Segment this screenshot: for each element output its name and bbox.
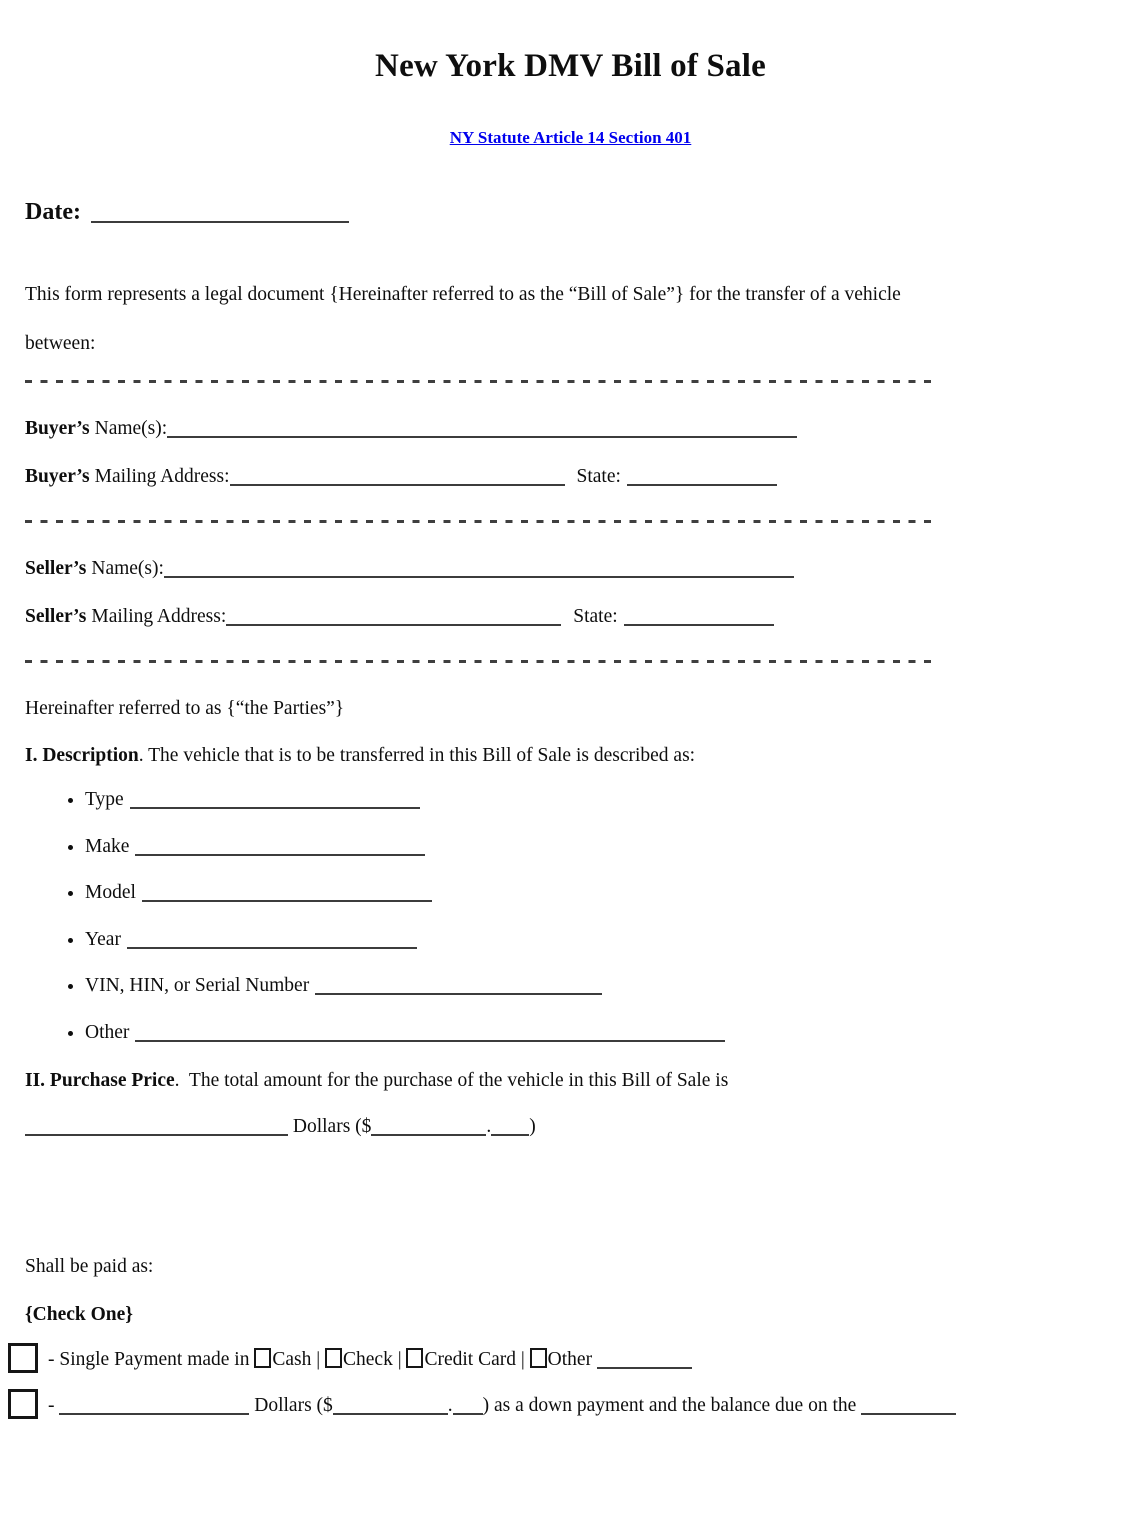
buyer-name-label: Name(s):	[94, 418, 168, 439]
field-label: VIN, HIN, or Serial Number	[85, 975, 310, 996]
field-label: Model	[85, 882, 136, 903]
other-label: Other	[547, 1349, 593, 1370]
statute-link-row	[0, 128, 1141, 148]
seller-address-label: Mailing Address:	[91, 606, 227, 627]
page-title: New York DMV Bill of Sale	[375, 48, 766, 84]
decimal-point: .	[486, 1116, 492, 1137]
buyer-name-input-line[interactable]	[167, 418, 797, 438]
check-one-label: {Check One}	[25, 1304, 133, 1325]
single-payment-text: - Single Payment made in	[48, 1349, 250, 1370]
purchase-amount-row	[25, 1112, 536, 1142]
list-item	[85, 832, 725, 862]
intro-paragraph	[25, 270, 901, 368]
down-dollars-prefix-label: Dollars ($	[254, 1395, 333, 1416]
list-item	[85, 925, 725, 955]
down-decimal-point: .	[447, 1395, 453, 1416]
description-heading	[25, 741, 695, 771]
pipe-separator: |	[316, 1349, 321, 1370]
buyer-bold-label: Buyer’s	[25, 418, 90, 439]
date-label: Date:	[25, 199, 81, 225]
down-payment-text: ) as a down payment and the balance due on the	[482, 1395, 857, 1416]
list-item	[85, 971, 725, 1001]
statute-link[interactable]: NY Statute Article 14 Section 401	[449, 128, 692, 147]
seller-name-label: Name(s):	[91, 558, 164, 579]
buyer-address-input-line[interactable]	[230, 466, 565, 486]
list-item	[85, 1018, 725, 1048]
close-paren: )	[529, 1116, 536, 1137]
down-payment-words-input-line[interactable]	[59, 1395, 249, 1415]
pipe-separator: |	[397, 1349, 402, 1370]
single-payment-checkbox[interactable]	[8, 1343, 38, 1373]
seller-address-bold-label: Seller’s	[25, 606, 87, 627]
amount-dollars-input-line[interactable]	[371, 1116, 486, 1136]
amount-words-input-line[interactable]	[25, 1116, 288, 1136]
seller-name-row	[25, 554, 794, 584]
parties-note: Hereinafter referred to as {“the Parties”}	[25, 698, 345, 719]
dashed-divider	[25, 380, 937, 383]
other-method-input-line[interactable]	[597, 1349, 692, 1369]
paid-as-text: Shall be paid as:	[25, 1256, 154, 1277]
single-payment-option-row	[8, 1342, 1128, 1378]
seller-address-row	[25, 602, 774, 632]
credit-card-label: Credit Card	[424, 1349, 517, 1370]
other-checkbox[interactable]	[530, 1348, 547, 1368]
down-payment-checkbox[interactable]	[8, 1389, 38, 1419]
cash-checkbox[interactable]	[254, 1348, 271, 1368]
buyer-name-row	[25, 414, 797, 444]
field-label: Make	[85, 835, 130, 857]
check-checkbox[interactable]	[325, 1348, 342, 1368]
vin-input-line[interactable]	[315, 975, 602, 995]
description-heading-text: . The vehicle that is to be transferred in this Bill of Sale is described as:	[138, 745, 696, 766]
buyer-address-bold-label: Buyer’s	[25, 466, 90, 487]
buyer-address-label: Mailing Address:	[94, 466, 230, 487]
down-payment-option-row	[8, 1388, 1128, 1424]
pipe-separator: |	[520, 1349, 525, 1370]
down-cents-input-line[interactable]	[453, 1395, 483, 1415]
make-input-line[interactable]	[135, 836, 425, 856]
purchase-price-heading	[25, 1066, 728, 1096]
dashed-divider	[25, 660, 937, 663]
credit-card-checkbox[interactable]	[406, 1348, 423, 1368]
buyer-address-row	[25, 462, 777, 492]
purchase-heading-bold: II. Purchase Price	[25, 1070, 175, 1091]
seller-address-input-line[interactable]	[226, 606, 561, 626]
date-input-line[interactable]	[91, 203, 349, 223]
purchase-heading-text: . The total amount for the purchase of the vehicle in this Bill of Sale is	[174, 1070, 729, 1091]
year-input-line[interactable]	[127, 929, 417, 949]
seller-state-input-line[interactable]	[624, 606, 774, 626]
description-heading-bold: I. Description	[25, 745, 139, 766]
dollars-prefix-label: Dollars ($	[292, 1116, 372, 1137]
model-input-line[interactable]	[142, 882, 432, 902]
other-input-line[interactable]	[135, 1022, 725, 1042]
date-row	[25, 196, 349, 228]
buyer-state-label: State:	[576, 466, 621, 487]
balance-due-input-line[interactable]	[861, 1395, 956, 1415]
amount-cents-input-line[interactable]	[491, 1116, 529, 1136]
intro-line-1: This form represents a legal document {Hereinafter referred to as the “Bill of Sale”} for the transfer of a vehicle	[25, 284, 901, 305]
list-item	[85, 878, 725, 908]
seller-name-input-line[interactable]	[164, 558, 794, 578]
down-dollars-input-line[interactable]	[333, 1395, 448, 1415]
dashed-divider	[25, 520, 937, 523]
field-label: Year	[85, 928, 121, 950]
seller-state-label: State:	[573, 606, 618, 627]
buyer-state-input-line[interactable]	[627, 466, 777, 486]
field-label: Other	[85, 1021, 130, 1043]
type-input-line[interactable]	[130, 789, 420, 809]
vehicle-fields-list	[25, 785, 725, 1064]
check-label: Check	[343, 1349, 393, 1370]
cash-label: Cash	[272, 1349, 312, 1370]
list-item	[85, 785, 725, 815]
field-label: Type	[85, 789, 124, 810]
seller-bold-label: Seller’s	[25, 558, 87, 579]
intro-line-2: between:	[25, 333, 96, 354]
dash-label: -	[48, 1395, 55, 1416]
